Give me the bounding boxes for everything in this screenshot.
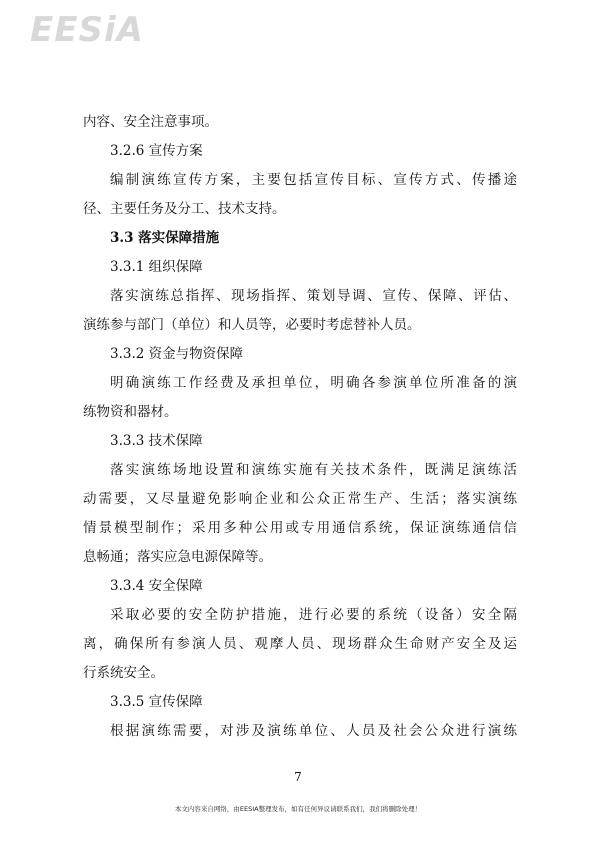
- footer-disclaimer: 本文内容来自网络，由EESIA整理发布，如有任何异议请联系我们，我们将删除处理！: [174, 805, 422, 813]
- paragraph-line: 编制演练宣传方案，主要包括宣传目标、宣传方式、传播途: [110, 172, 517, 188]
- paragraph-line: 练物资和器材。: [83, 404, 178, 420]
- paragraph-line: 落实演练场地设置和演练实施有关技术条件，既满足演练活: [110, 462, 517, 478]
- paragraph-line: 明确演练工作经费及承担单位，明确各参演单位所准备的演: [110, 375, 517, 391]
- paragraph-line: 内容、安全注意事项。: [83, 114, 218, 130]
- document-body: [83, 108, 517, 746]
- page-number: 7: [294, 770, 302, 784]
- paragraph-line: 动需要，又尽量避免影响企业和公众正常生产、生活；落实演练: [83, 491, 517, 507]
- paragraph-line: 息畅通；落实应急电源保障等。: [83, 549, 272, 565]
- paragraph-line: 根据演练需要，对涉及演练单位、人员及社会公众进行演练: [110, 723, 517, 739]
- paragraph-line: 演练参与部门（单位）和人员等，必要时考虑替补人员。: [83, 317, 421, 333]
- paragraph-line: 落实演练总指挥、现场指挥、策划导调、宣传、保障、评估、: [110, 288, 517, 304]
- subsection-heading: 3.3.3 技术保障: [110, 433, 203, 449]
- subsection-heading: 3.3.4 安全保障: [110, 578, 203, 594]
- paragraph-line: 情景模型制作；采用多种公用或专用通信系统，保证演练通信信: [83, 520, 517, 536]
- paragraph-line: 行系统安全。: [83, 665, 164, 681]
- subsection-heading: 3.3.2 资金与物资保障: [110, 346, 244, 362]
- subsection-heading: 3.2.6 宣传方案: [110, 143, 203, 159]
- paragraph-line: 采取必要的安全防护措施，进行必要的系统（设备）安全隔: [110, 607, 517, 623]
- paragraph-line: 离，确保所有参演人员、观摩人员、现场群众生命财产安全及运: [83, 636, 517, 652]
- subsection-heading: 3.3.1 组织保障: [110, 259, 203, 275]
- paragraph-line: 径、主要任务及分工、技术支持。: [83, 201, 286, 217]
- subsection-heading: 3.3.5 宣传保障: [110, 694, 203, 710]
- eesia-logo: EESiA: [30, 10, 144, 50]
- section-heading: 3.3 落实保障措施: [110, 230, 220, 246]
